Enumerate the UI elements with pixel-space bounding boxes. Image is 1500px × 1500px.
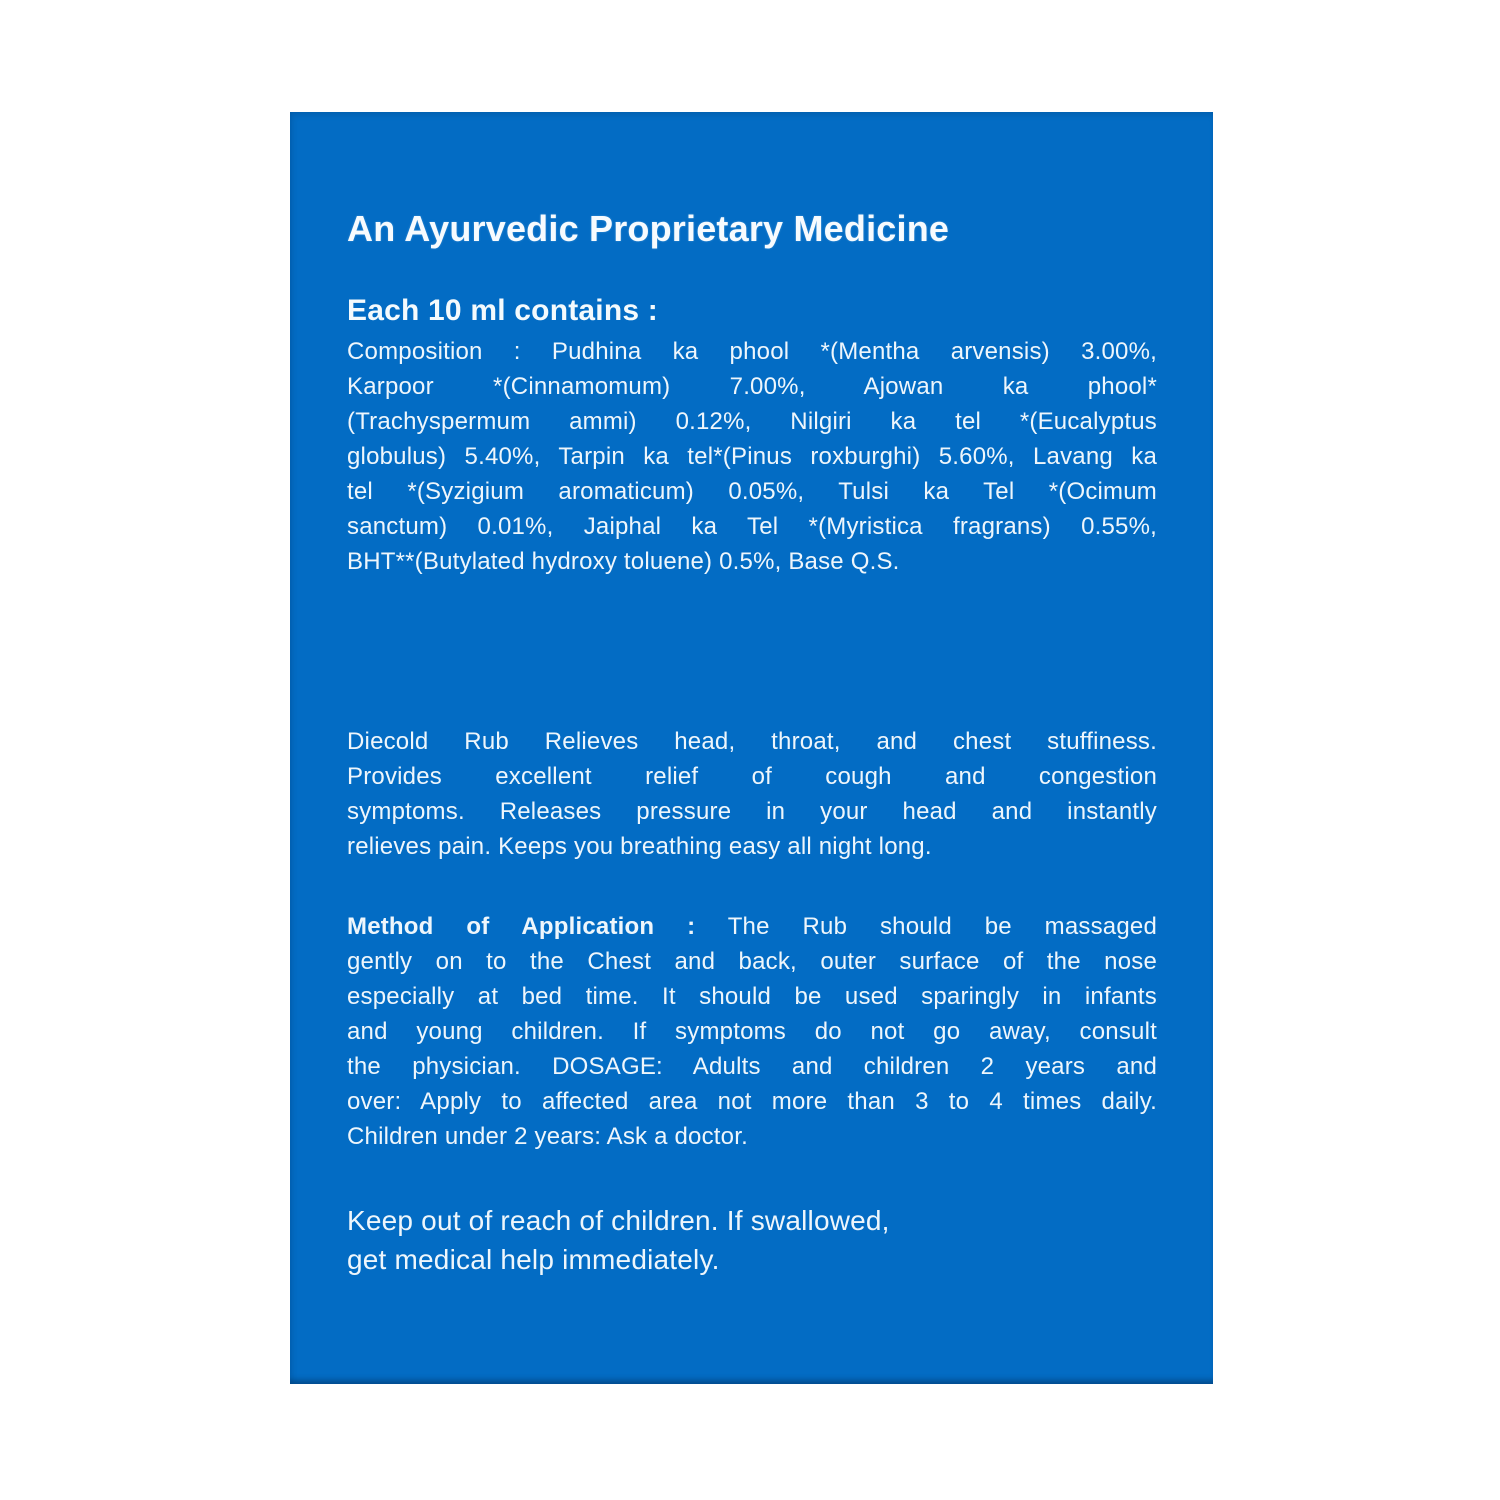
composition-line: Karpoor *(Cinnamomum) 7.00%, Ajowan ka phool* <box>347 373 1157 400</box>
warning-text <box>347 1201 1157 1279</box>
composition-line: BHT**(Butylated hydroxy toluene) 0.5%, Base Q.S. <box>347 548 900 575</box>
composition-line: (Trachyspermum ammi) 0.12%, Nilgiri ka tel *(Eucalyptus <box>347 408 1157 435</box>
medicine-type-heading: An Ayurvedic Proprietary Medicine <box>347 208 950 249</box>
method-first-line-text: The Rub should be massaged <box>727 913 1157 940</box>
method-line: and young children. If symptoms do not go away, consult <box>347 1018 1157 1045</box>
method-line <box>347 909 1157 944</box>
warning-line: Keep out of reach of children. If swallowed, <box>347 1205 890 1236</box>
label-panel <box>290 112 1213 1384</box>
description-line: Provides excellent relief of cough and congestion <box>347 763 1157 790</box>
method-line: gently on to the Chest and back, outer surface of the nose <box>347 948 1157 975</box>
composition-paragraph <box>347 334 1157 579</box>
contents-heading: Each 10 ml contains : <box>347 294 658 327</box>
composition-line: tel *(Syzigium aromaticum) 0.05%, Tulsi ka Tel *(Ocimum <box>347 478 1157 505</box>
description-line: symptoms. Releases pressure in your head and instantly <box>347 798 1157 825</box>
description-line: relieves pain. Keeps you breathing easy all night long. <box>347 833 932 860</box>
composition-line: sanctum) 0.01%, Jaiphal ka Tel *(Myristica fragrans) 0.55%, <box>347 513 1157 540</box>
composition-line: Composition : Pudhina ka phool *(Mentha arvensis) 3.00%, <box>347 338 1157 365</box>
warning-line: get medical help immediately. <box>347 1244 720 1275</box>
method-line: over: Apply to affected area not more than 3 to 4 times daily. <box>347 1088 1157 1115</box>
method-lead-label: Method of Application : <box>347 913 696 940</box>
composition-line: globulus) 5.40%, Tarpin ka tel*(Pinus roxburghi) 5.60%, Lavang ka <box>347 443 1157 470</box>
method-line: the physician. DOSAGE: Adults and children 2 years and <box>347 1053 1157 1080</box>
method-of-application-paragraph <box>347 909 1157 1154</box>
method-line: especially at bed time. It should be used sparingly in infants <box>347 983 1157 1010</box>
product-description-paragraph <box>347 724 1157 864</box>
method-line: Children under 2 years: Ask a doctor. <box>347 1123 748 1150</box>
description-line: Diecold Rub Relieves head, throat, and chest stuffiness. <box>347 728 1157 755</box>
